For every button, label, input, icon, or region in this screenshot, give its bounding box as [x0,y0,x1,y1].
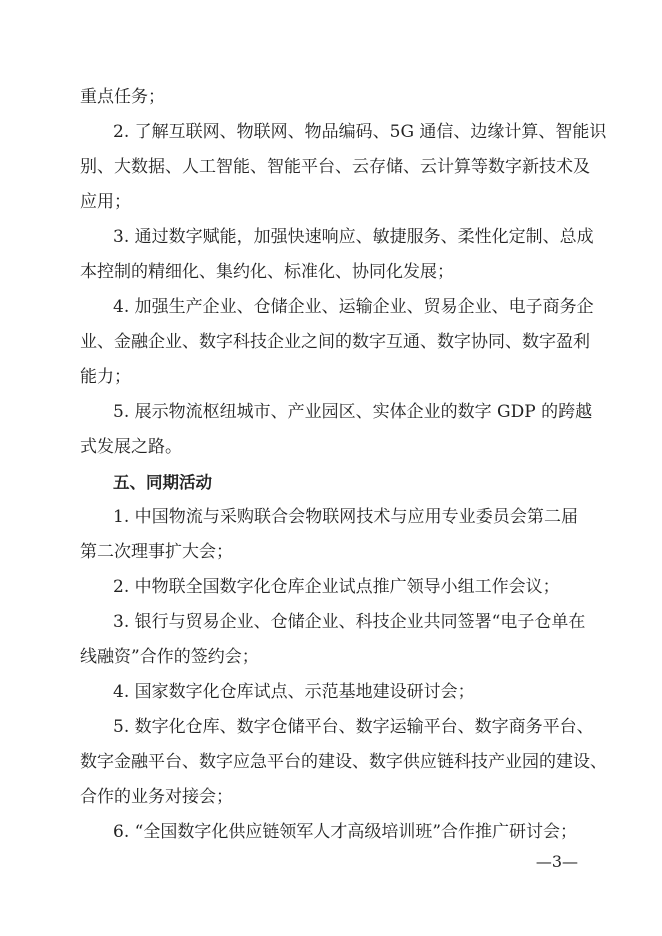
text-line: 本控制的精细化、集约化、标准化、协同化发展； [80,262,454,282]
page-number: —3— [535,852,578,871]
text-line: 4. 国家数字化仓库试点、示范基地建设研讨会； [113,682,475,702]
section-heading: 五、同期活动 [113,473,212,492]
text-line: 5. 数字化仓库、数字仓储平台、数字运输平台、数字商务平台、 [113,717,594,737]
text-line: 2. 了解互联网、物联网、物品编码、5G 通信、边缘计算、智能识 [113,122,607,142]
text-line: 别、大数据、人工智能、智能平台、云存储、云计算等数字新技术及 [80,157,590,177]
text-line: 2. 中物联全国数字化仓库企业试点推广领导小组工作会议； [113,577,560,597]
text-line: 数字金融平台、数字应急平台的建设、数字供应链科技产业园的建设、 [80,752,607,772]
text-line: 5. 展示物流枢纽城市、产业园区、实体企业的数字 GDP 的跨越 [113,402,593,422]
text-line: 3. 通过数字赋能，加强快速响应、敏捷服务、柔性化定制、总成 [113,227,594,247]
text-line: 第二次理事扩大会； [80,542,233,562]
text-line: 6. “全国数字化供应链领军人才高级培训班”合作推广研讨会； [113,822,578,842]
text-line: 能力； [80,367,131,387]
document-body [80,80,607,850]
text-line: 应用； [80,192,131,212]
text-line: 1. 中国物流与采购联合会物联网技术与应用专业委员会第二届 [113,507,578,527]
text-line: 式发展之路。 [80,437,182,457]
text-line: 重点任务； [80,87,165,107]
text-line: 线融资”合作的签约会； [80,647,259,667]
text-line: 业、金融企业、数字科技企业之间的数字互通、数字协同、数字盈利 [80,332,590,352]
text-line: 3. 银行与贸易企业、仓储企业、科技企业共同签署“电子仓单在 [113,612,586,632]
text-line: 合作的业务对接会； [80,787,233,807]
text-line: 4. 加强生产企业、仓储企业、运输企业、贸易企业、电子商务企 [113,297,594,317]
